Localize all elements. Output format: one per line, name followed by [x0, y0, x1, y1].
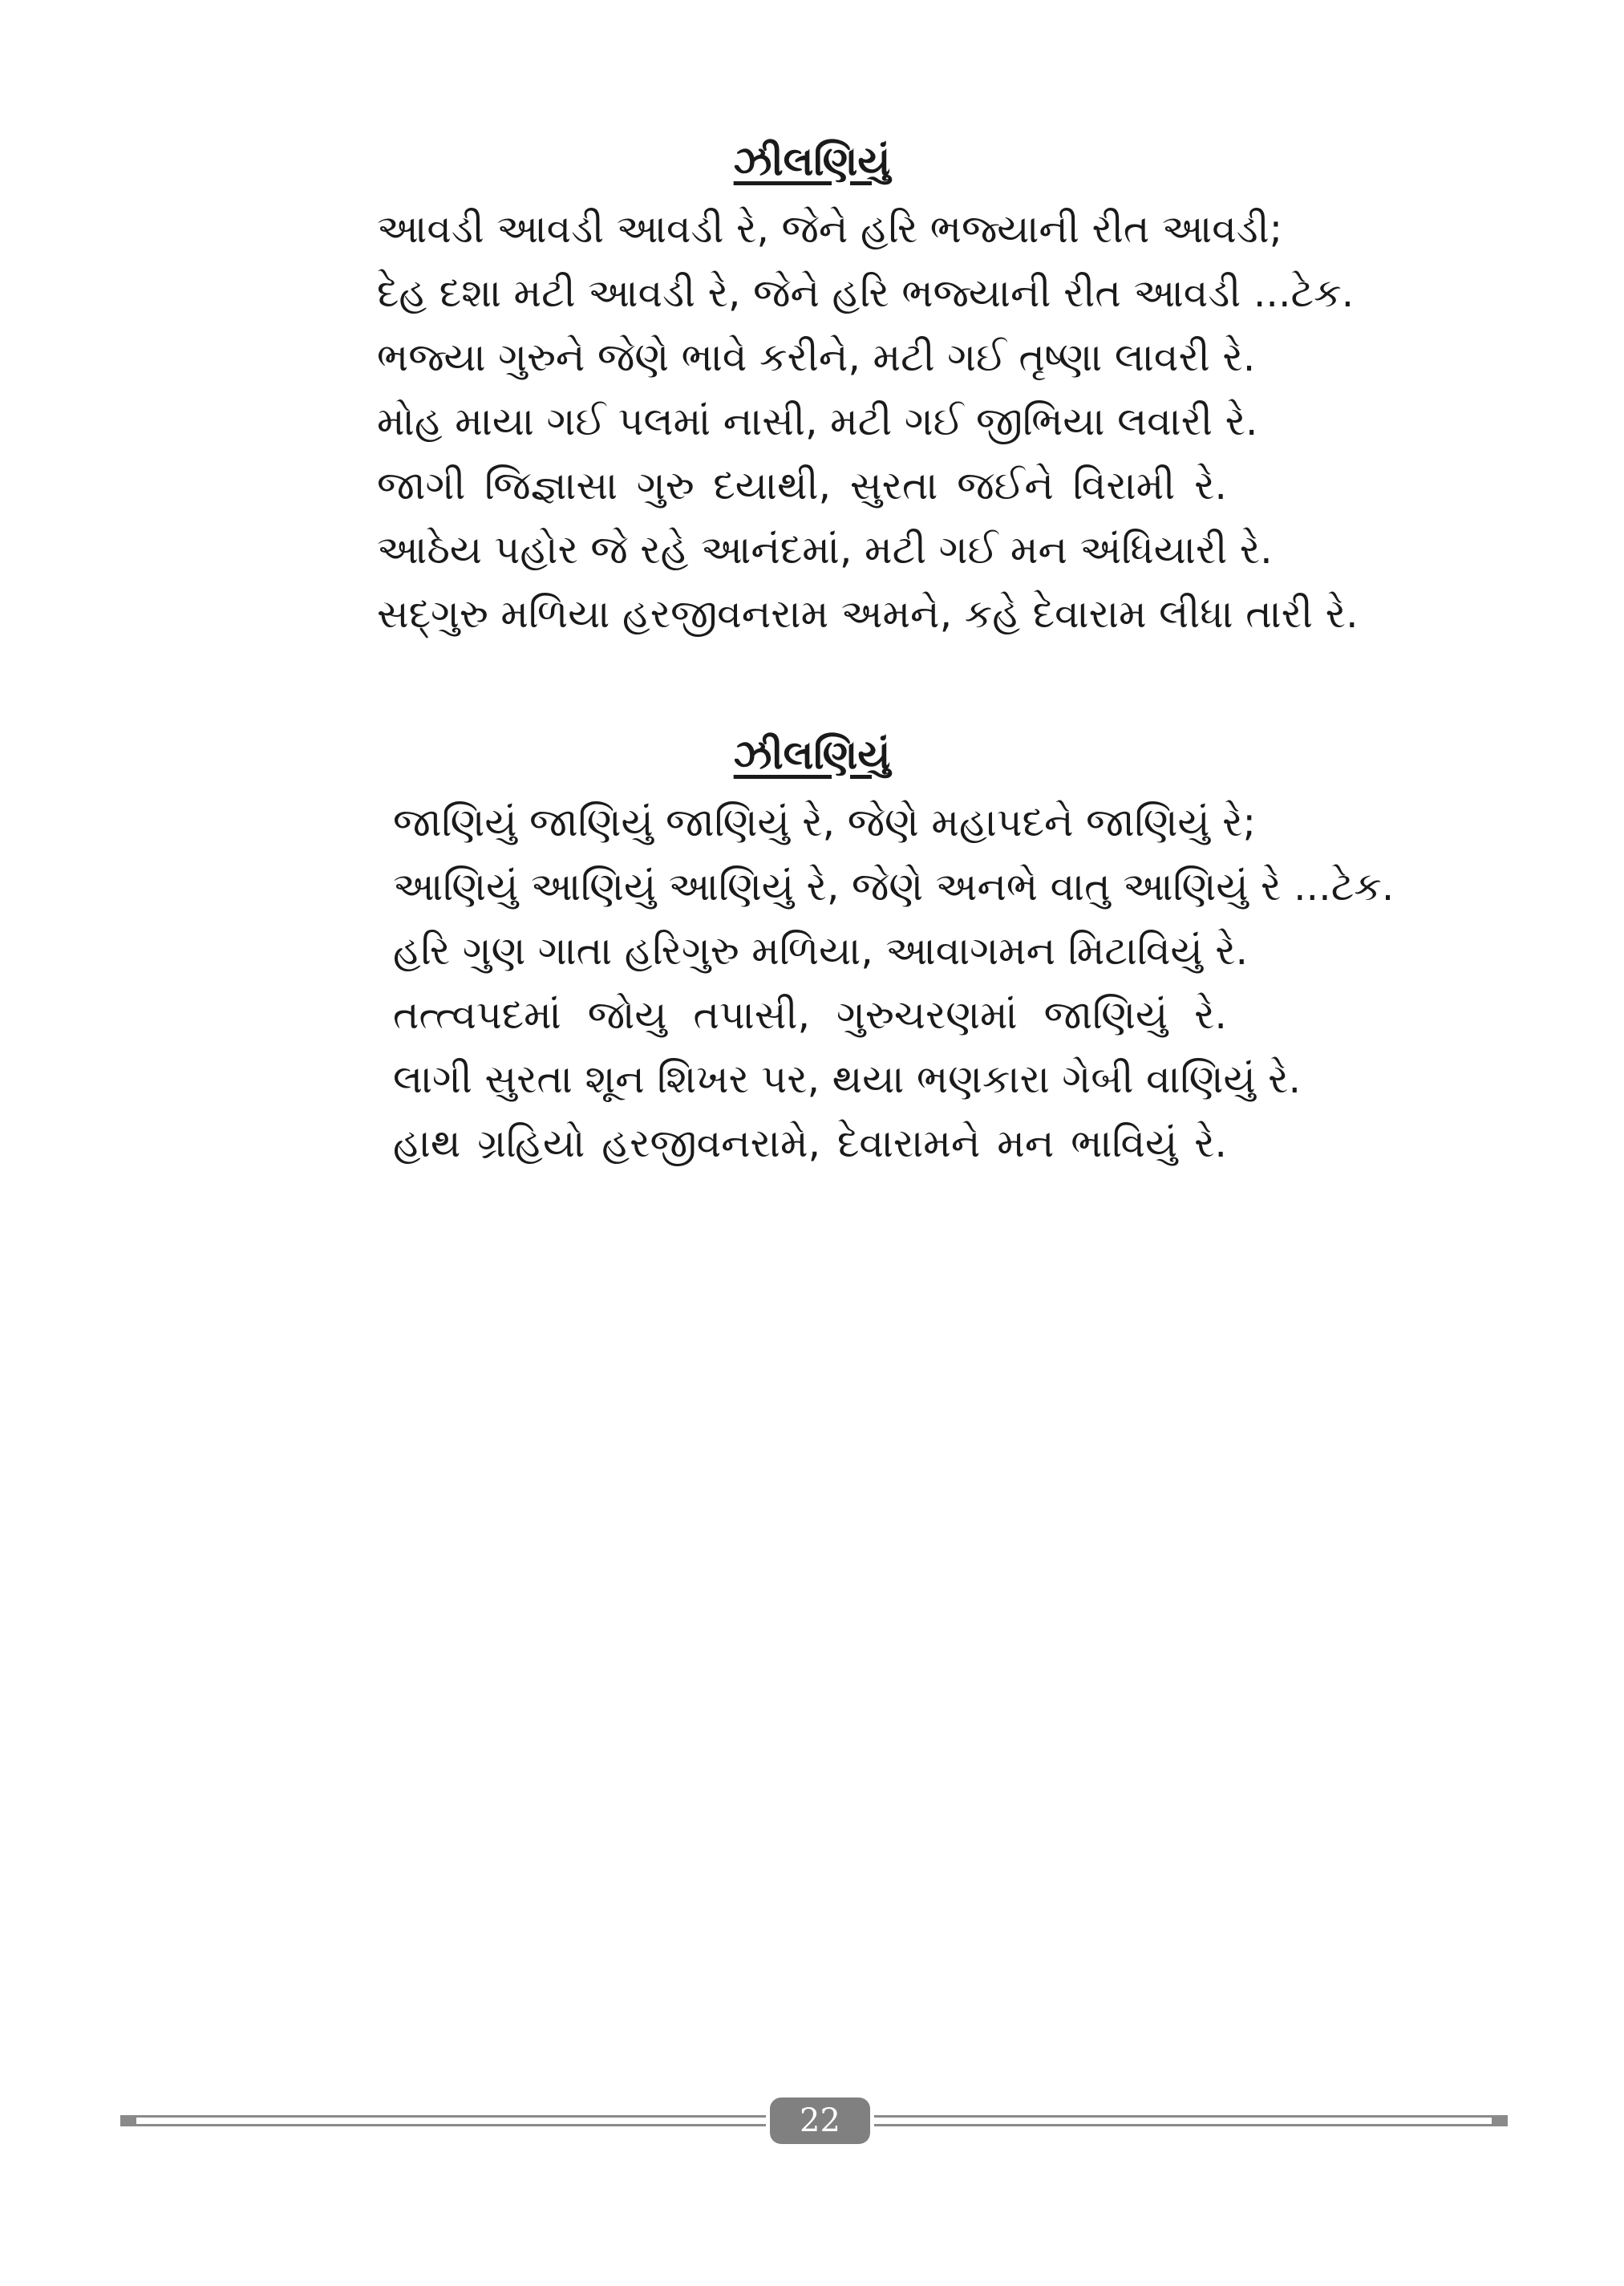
poem-line: સદ્‌ગુરુ મળિયા હરજીવનરામ અમને, કહે દેવારામ લીધા તારી રે. — [377, 591, 1359, 637]
poem-line: જાણિયું જાણિયું જાણિયું રે, જેણે મહાપદને જાણિયું રે; — [393, 800, 1256, 845]
poem-1 — [0, 136, 1624, 646]
poem-line: મોહ માયા ગઈ પલમાં નાસી, મટી ગઈ જીભિયા લવારી રે. — [377, 399, 1258, 444]
poem-line: હરિ ગુણ ગાતા હરિગુરુ મળિયા, આવાગમન મિટાવિયું રે. — [393, 928, 1249, 974]
footer-rule-left — [120, 2115, 766, 2126]
poem-line: ભજ્યા ગુરુને જેણે ભાવે કરીને, મટી ગઈ તૃષ્ણા લાવરી રે. — [377, 334, 1256, 380]
footer-rule-right — [874, 2115, 1508, 2126]
footer-rule-cap-right — [1492, 2115, 1508, 2126]
poem-line: દેહ દશા મટી આવડી રે, જેને હરિ ભજ્યાની રીત આવડી ...ટેક. — [377, 270, 1355, 316]
poem-line: તત્ત્વપદમાં જોયુ તપાસી, ગુરુચરણમાં જાણિયું રે. — [393, 992, 1227, 1038]
page-number: 22 — [770, 2098, 870, 2144]
poem-line: હાથ ગ્રહિયો હરજીવનરામે, દેવારામને મન ભાવિયું રે. — [393, 1121, 1227, 1166]
footer-rule-cap-left — [120, 2115, 136, 2126]
poem-2 — [0, 730, 1624, 1176]
page-footer — [0, 2098, 1624, 2146]
poem-line: આણિયું આણિયું આણિયું રે, જેણે અનભે વાતુ આણિયું રે ...ટેક. — [393, 864, 1395, 910]
poem-title: ઝીલણિયું — [733, 732, 891, 778]
poem-line: લાગી સુરતા શૂન શિખર પર, થયા ભણકારા ગેબી વાણિયું રે. — [393, 1056, 1302, 1102]
poem-line: જાગી જિજ્ઞાસા ગુરુ દયાથી, સુરતા જઈને વિરામી રે. — [377, 463, 1227, 509]
poem-title: ઝીલણિયું — [733, 138, 891, 184]
poem-line: આઠેય પહોર જે રહે આનંદમાં, મટી ગઈ મન અંધિયારી રે. — [377, 527, 1273, 573]
poem-line: આવડી આવડી આવડી રે, જેને હરિ ભજ્યાની રીત આવડી; — [377, 206, 1283, 252]
